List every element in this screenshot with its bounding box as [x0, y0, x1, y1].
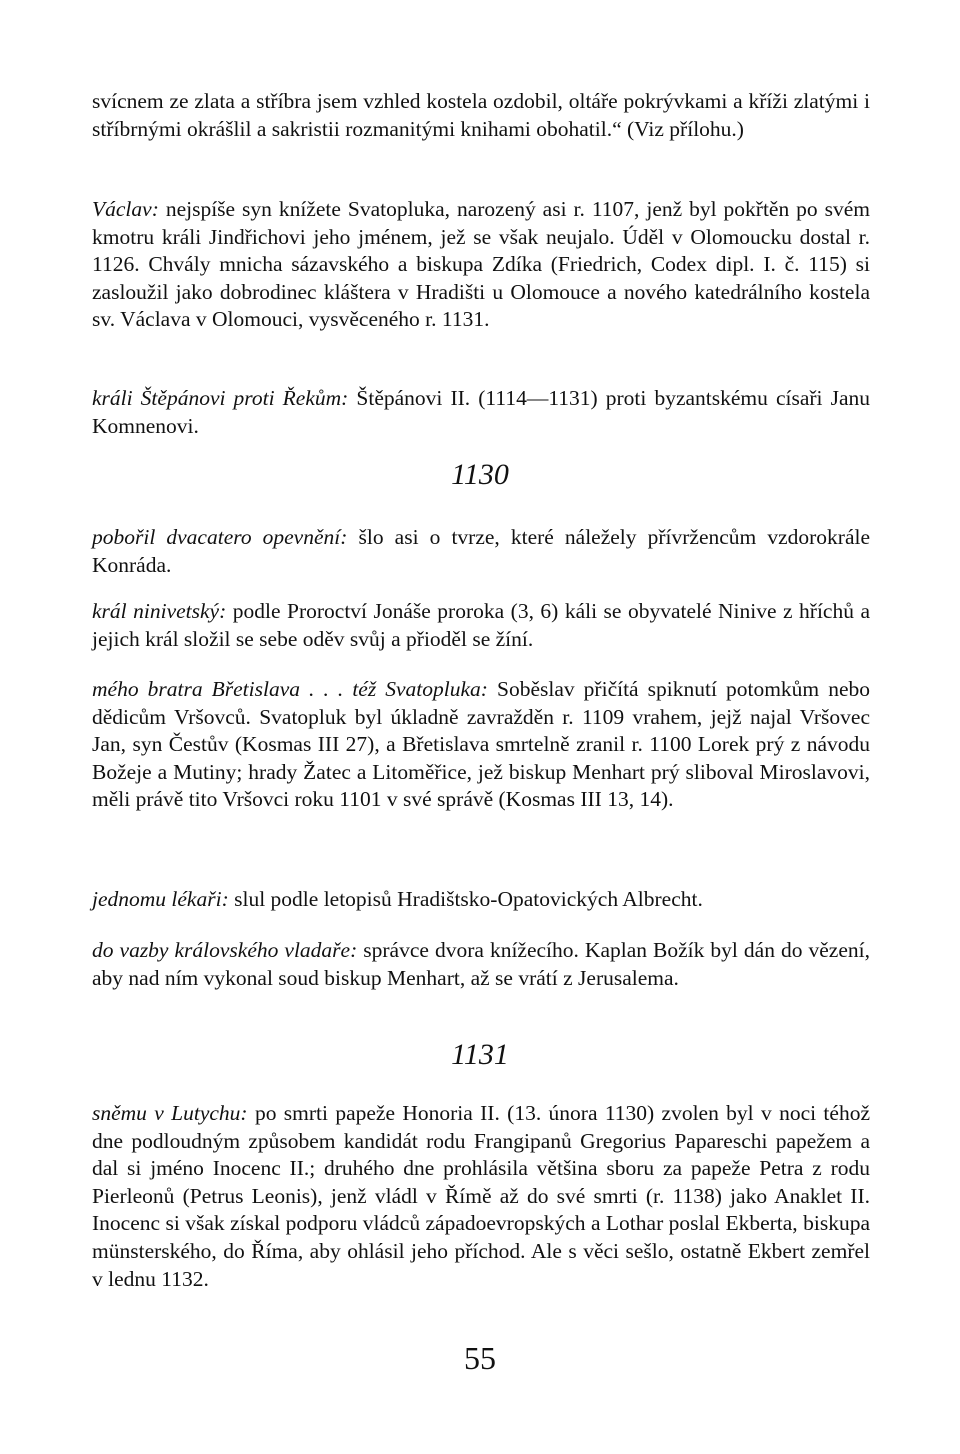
lemma: králi Štěpánovi proti Řekům: [92, 386, 349, 410]
paragraph-text: po smrti papeže Honoria II. (13. února 1130) zvolen byl v noci téhož dne podloudným způsobem kandidát rodu Frangipanů Gregorius Papareschi papežem a dal si jméno Inocenc II.; druhého dne prohlásila většina sboru za papeže Petra z rodu Pierleonů (Petrus Leonis), jenž vládl v Římě až do své smrti (r. 1138) jako Anaklet II. Inocenc si však získal podporu vládců západoevropských a Lothar poslal Ekberta, biskupa münsterského, do Říma, aby ohlásil jeho příchod. Ale s věci sešlo, ostatně Ekbert zemřel v lednu 1132. [92, 1101, 870, 1291]
paragraph-snemu [92, 1100, 870, 1293]
lemma: jednomu lékaři: [92, 887, 229, 911]
year-heading: 1130 [451, 458, 509, 491]
paragraph-text: správce dvora knížecího. Kaplan Božík byl dán do vězení, aby nad ním vykonal soud biskup Menhart, až se vrátí z Jerusalema. [92, 938, 870, 990]
lemma: Václav: [92, 197, 159, 221]
paragraph-text: šlo asi o tvrze, které náležely přívržencům vzdorokrále Konráda. [92, 525, 870, 577]
paragraph-text: Soběslav přičítá spiknutí potomkům nebo dědicům Vršovců. Svatopluk byl úkladně zavražděn r. 1109 vrahem, jejž najal Vršovec Jan, syn Čestův (Kosmas III 27), a Břetislava smrtelně zranil r. 1100 Lorek prý z návodu Božeje a Mutiny; hrady Žatec a Litoměřice, jež biskup Menhart prý sliboval Miroslavovi, měli právě tito Vršovci roku 1101 v své správě (Kosmas III 13, 14). [92, 677, 870, 812]
paragraph-text: slul podle letopisů Hradištsko-Opatovických Albrecht. [234, 887, 703, 911]
lemma: sněmu v Lutychu: [92, 1101, 248, 1125]
lemma: mého bratra Břetislava . . . též Svatopluka: [92, 677, 488, 701]
lemma: do vazby královského vladaře: [92, 938, 358, 962]
paragraph-text: svícnem ze zlata a stříbra jsem vzhled kostela ozdobil, oltáře pokrývkami a kříži zlatými i stříbrnými okrášlil a sakristii rozmanitými knihami obohatil.“ (Viz přílohu.) [92, 89, 870, 141]
paragraph-vazby [92, 937, 870, 992]
paragraph-poboril [92, 524, 870, 579]
paragraph-bratra [92, 676, 870, 814]
paragraph-text: Štěpánovi II. (1114—1131) proti byzantskému císaři Janu Komnenovi. [92, 386, 871, 438]
paragraph-lekari [92, 886, 870, 914]
year-heading: 1131 [451, 1038, 509, 1071]
paragraph-vaclav [92, 196, 870, 334]
lemma: pobořil dvacatero opevnění: [92, 525, 348, 549]
paragraph-text: nejspíše syn knížete Svatopluka, narozený asi r. 1107, jenž byl pokřtěn po svém kmotru králi Jindřichovi jeho jménem, jež se však neujalo. Úděl v Olomoucku dostal r. 1126. Chvály mnicha sázavského a biskupa Zdíka (Friedrich, Codex dipl. I. č. 115) si zasloužil jako dobrodinec kláštera v Hradišti u Olomouce a nového katedrálního kostela sv. Václava v Olomouci, vysvěceného r. 1131. [92, 197, 870, 332]
page-number: 55 [464, 1340, 496, 1376]
paragraph-intro [92, 88, 870, 143]
paragraph-text: podle Proroctví Jonáše proroka (3, 6) káli se obyvatelé Ninive z hříchů a jejich král složil se sebe oděv svůj a přioděl se žíní. [92, 599, 870, 651]
paragraph-stepan [92, 385, 870, 440]
lemma: král ninivetský: [92, 599, 227, 623]
paragraph-kral [92, 598, 870, 653]
